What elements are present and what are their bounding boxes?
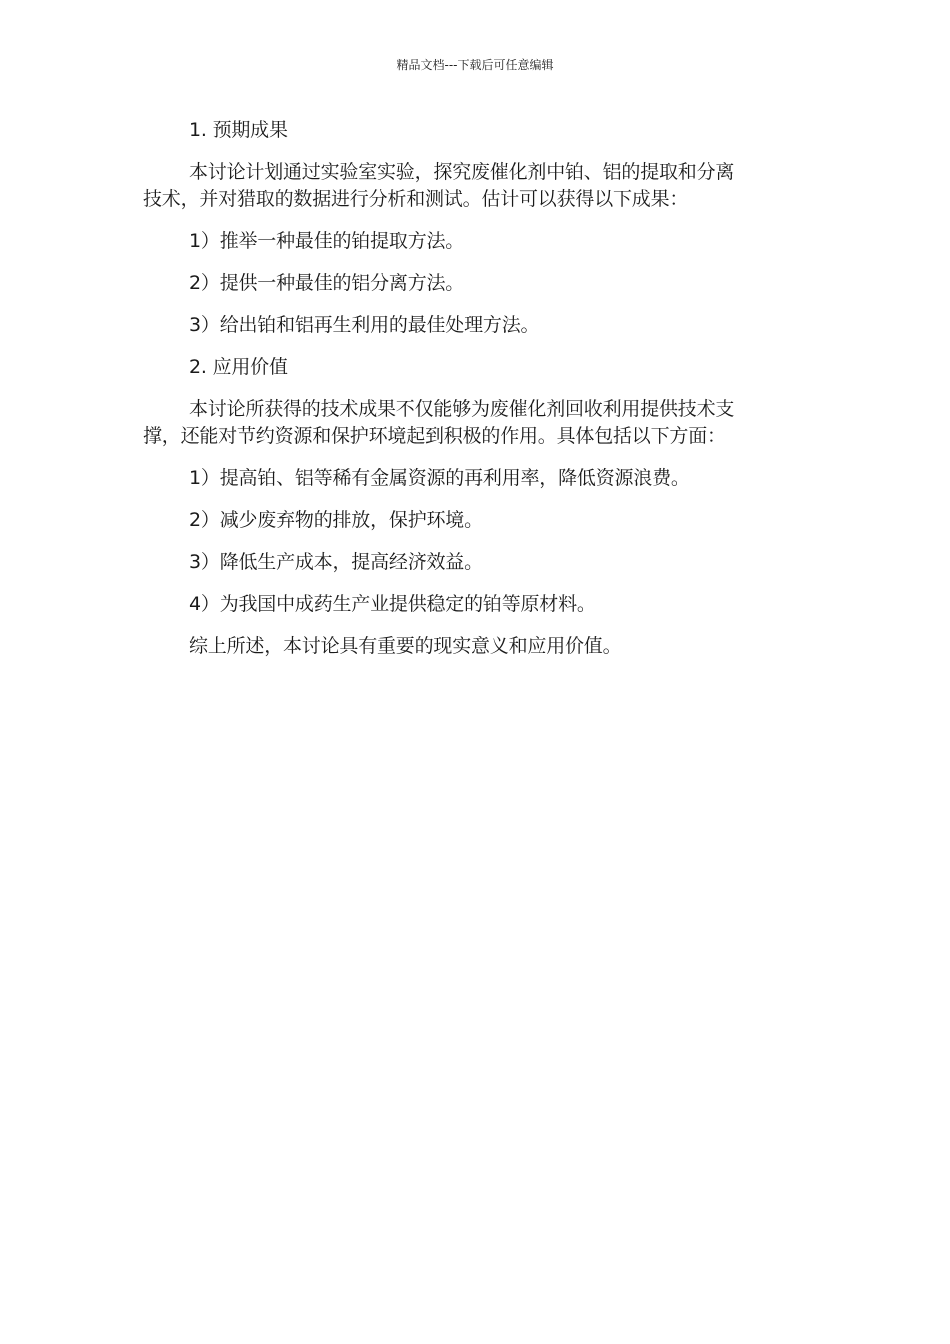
- paragraph-line: 本讨论计划通过实验室实验，探究废催化剂中铂、铝的提取和分离: [189, 161, 735, 183]
- list-item-result-3: 3）给出铂和铝再生利用的最佳处理方法。: [189, 314, 540, 336]
- section-heading-expected-results: 1. 预期成果: [189, 119, 288, 141]
- section-heading-application-value: 2. 应用价值: [189, 356, 288, 378]
- paragraph-line: 撑，还能对节约资源和保护环境起到积极的作用。具体包括以下方面：: [143, 425, 726, 447]
- list-item-result-2: 2）提供一种最佳的铝分离方法。: [189, 272, 465, 294]
- list-item-result-1: 1）推举一种最佳的铂提取方法。: [189, 230, 465, 252]
- paragraph-research-plan: [143, 159, 795, 213]
- paragraph-line: 本讨论所获得的技术成果不仅能够为废催化剂回收利用提供技术支: [189, 398, 735, 420]
- page-header: 精品文档---下载后可任意编辑: [396, 58, 554, 72]
- list-item-value-2: 2）减少废弃物的排放，保护环境。: [189, 509, 483, 531]
- list-item-value-1: 1）提高铂、铝等稀有金属资源的再利用率，降低资源浪费。: [189, 467, 690, 489]
- list-item-value-4: 4）为我国中成药生产业提供稳定的铂等原材料。: [189, 593, 596, 615]
- conclusion-paragraph: 综上所述，本讨论具有重要的现实意义和应用价值。: [189, 635, 622, 657]
- list-item-value-3: 3）降低生产成本，提高经济效益。: [189, 551, 483, 573]
- paragraph-line: 技术，并对猎取的数据进行分析和测试。估计可以获得以下成果：: [143, 188, 689, 210]
- document-body: [143, 117, 795, 660]
- paragraph-application: [143, 396, 795, 450]
